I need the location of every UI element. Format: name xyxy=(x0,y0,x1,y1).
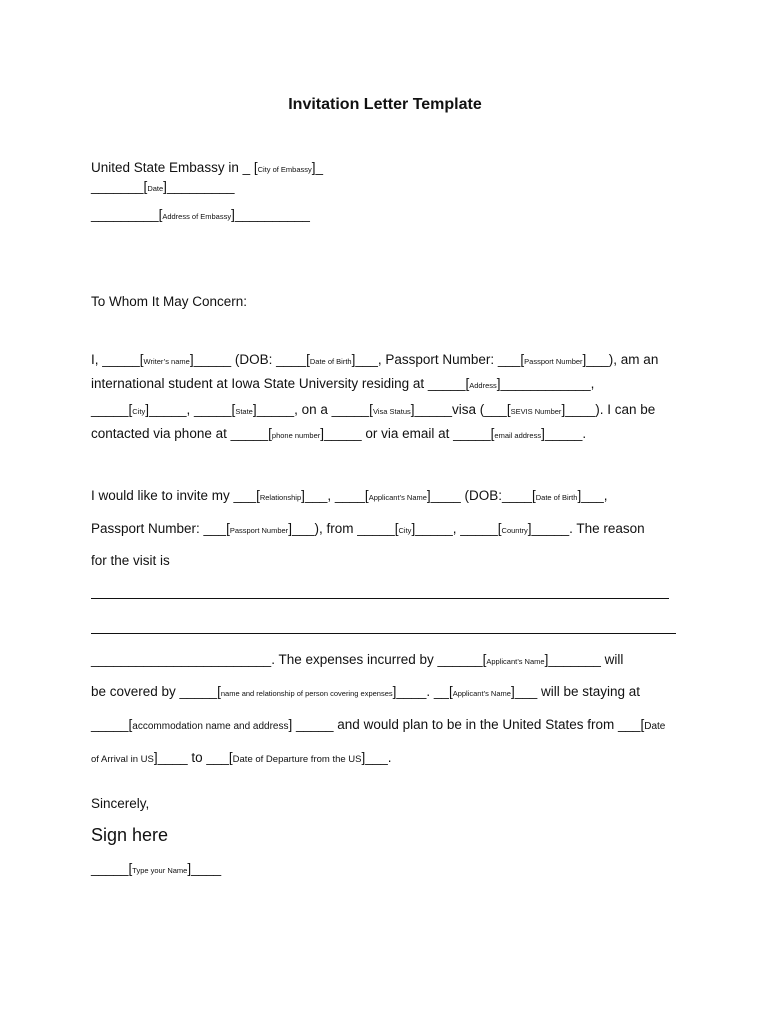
placeholder-visa-status: Visa Status xyxy=(372,407,411,416)
placeholder-date: Date xyxy=(147,184,164,193)
placeholder-sevis-number: SEVIS Number xyxy=(510,407,562,416)
para2-line8: _____[accommodation name and address] _____ and would plan to be in the United States from ___[Date xyxy=(91,717,666,732)
para2-line3: for the visit is xyxy=(91,553,170,568)
placeholder-email-address: email address xyxy=(494,431,542,440)
placeholder-phone-number: phone number xyxy=(271,431,321,440)
blank-line-1 xyxy=(91,598,669,599)
placeholder-address: Address xyxy=(469,381,497,390)
placeholder-applicants-name: Applicant’s Name xyxy=(452,689,511,698)
para2-line9: of Arrival in US]____ to ___[Date of Departure from the US]___. xyxy=(91,750,392,765)
blank-line-2 xyxy=(91,633,676,634)
placeholder-passport-number: Passport Number xyxy=(229,526,289,535)
placeholder-writers-name: Writer’s name xyxy=(143,357,190,366)
placeholder-country: Country xyxy=(501,526,528,535)
para2-line1: I would like to invite my ___[Relationship]___, ____[Applicant’s Name]____ (DOB:____[Date of Birth]___, xyxy=(91,488,608,503)
salutation: To Whom It May Concern: xyxy=(91,294,248,309)
placeholder-passport-number: Passport Number xyxy=(524,357,583,366)
para2-line2: Passport Number: ___[Passport Number]___), from _____[City]_____, _____[Country]_____. The reason xyxy=(91,521,645,536)
closing: Sincerely, xyxy=(91,796,150,811)
document-title: Invitation Letter Template xyxy=(288,96,482,113)
date-line: _______[Date]_________ xyxy=(91,179,235,194)
placeholder-date-of-birth: Date of Birth xyxy=(535,493,578,502)
para1-line3: _____[City]_____, _____[State]_____, on a _____[Visa Status]_____visa (___[SEVIS Number]____). I can be xyxy=(91,402,656,417)
placeholder-address-of-embassy: Address of Embassy xyxy=(162,212,232,221)
para2-line6: ________________________. The expenses incurred by ______[Applicant’s Name]_______ will xyxy=(91,652,624,667)
para1-line2: international student at Iowa State University residing at _____[Address]____________, xyxy=(91,376,595,391)
placeholder-sponsor-name-relationship: name and relationship of person covering expenses xyxy=(220,689,393,698)
para1-line4: contacted via phone at _____[phone number]_____ or via email at _____[email address]_____. xyxy=(91,426,587,441)
placeholder-relationship: Relationship xyxy=(259,493,302,502)
placeholder-date-of-arrival: Date xyxy=(644,721,666,732)
placeholder-city: City xyxy=(132,407,146,416)
placeholder-date-of-birth: Date of Birth xyxy=(309,357,352,366)
para1-line1: I, _____[Writer’s name]_____ (DOB: ____[Date of Birth]___, Passport Number: ___[Passport Number]___), am an xyxy=(91,352,659,367)
placeholder-state: State xyxy=(235,407,253,416)
placeholder-city-of-embassy: City of Embassy xyxy=(257,165,312,174)
para2-line7: be covered by _____[name and relationship of person covering expenses]____. __[Applicant’s Name]___ will be staying at xyxy=(91,684,641,699)
placeholder-accommodation: accommodation name and address xyxy=(132,721,289,732)
placeholder-city: City xyxy=(398,526,412,535)
placeholder-date-of-departure: Date of Departure from the US xyxy=(232,754,362,765)
placeholder-applicants-name: Applicant’s Name xyxy=(486,657,545,666)
embassy-line: United State Embassy in _ [City of Embassy]_ xyxy=(91,160,324,175)
signature-area[interactable]: Sign here xyxy=(91,825,169,845)
name-line: _____[Type your Name]____ xyxy=(91,861,222,876)
placeholder-type-your-name: Type your Name xyxy=(132,866,188,875)
embassy-address-line: _________[Address of Embassy]__________ xyxy=(91,207,310,222)
placeholder-applicants-name: Applicant’s Name xyxy=(368,493,427,502)
